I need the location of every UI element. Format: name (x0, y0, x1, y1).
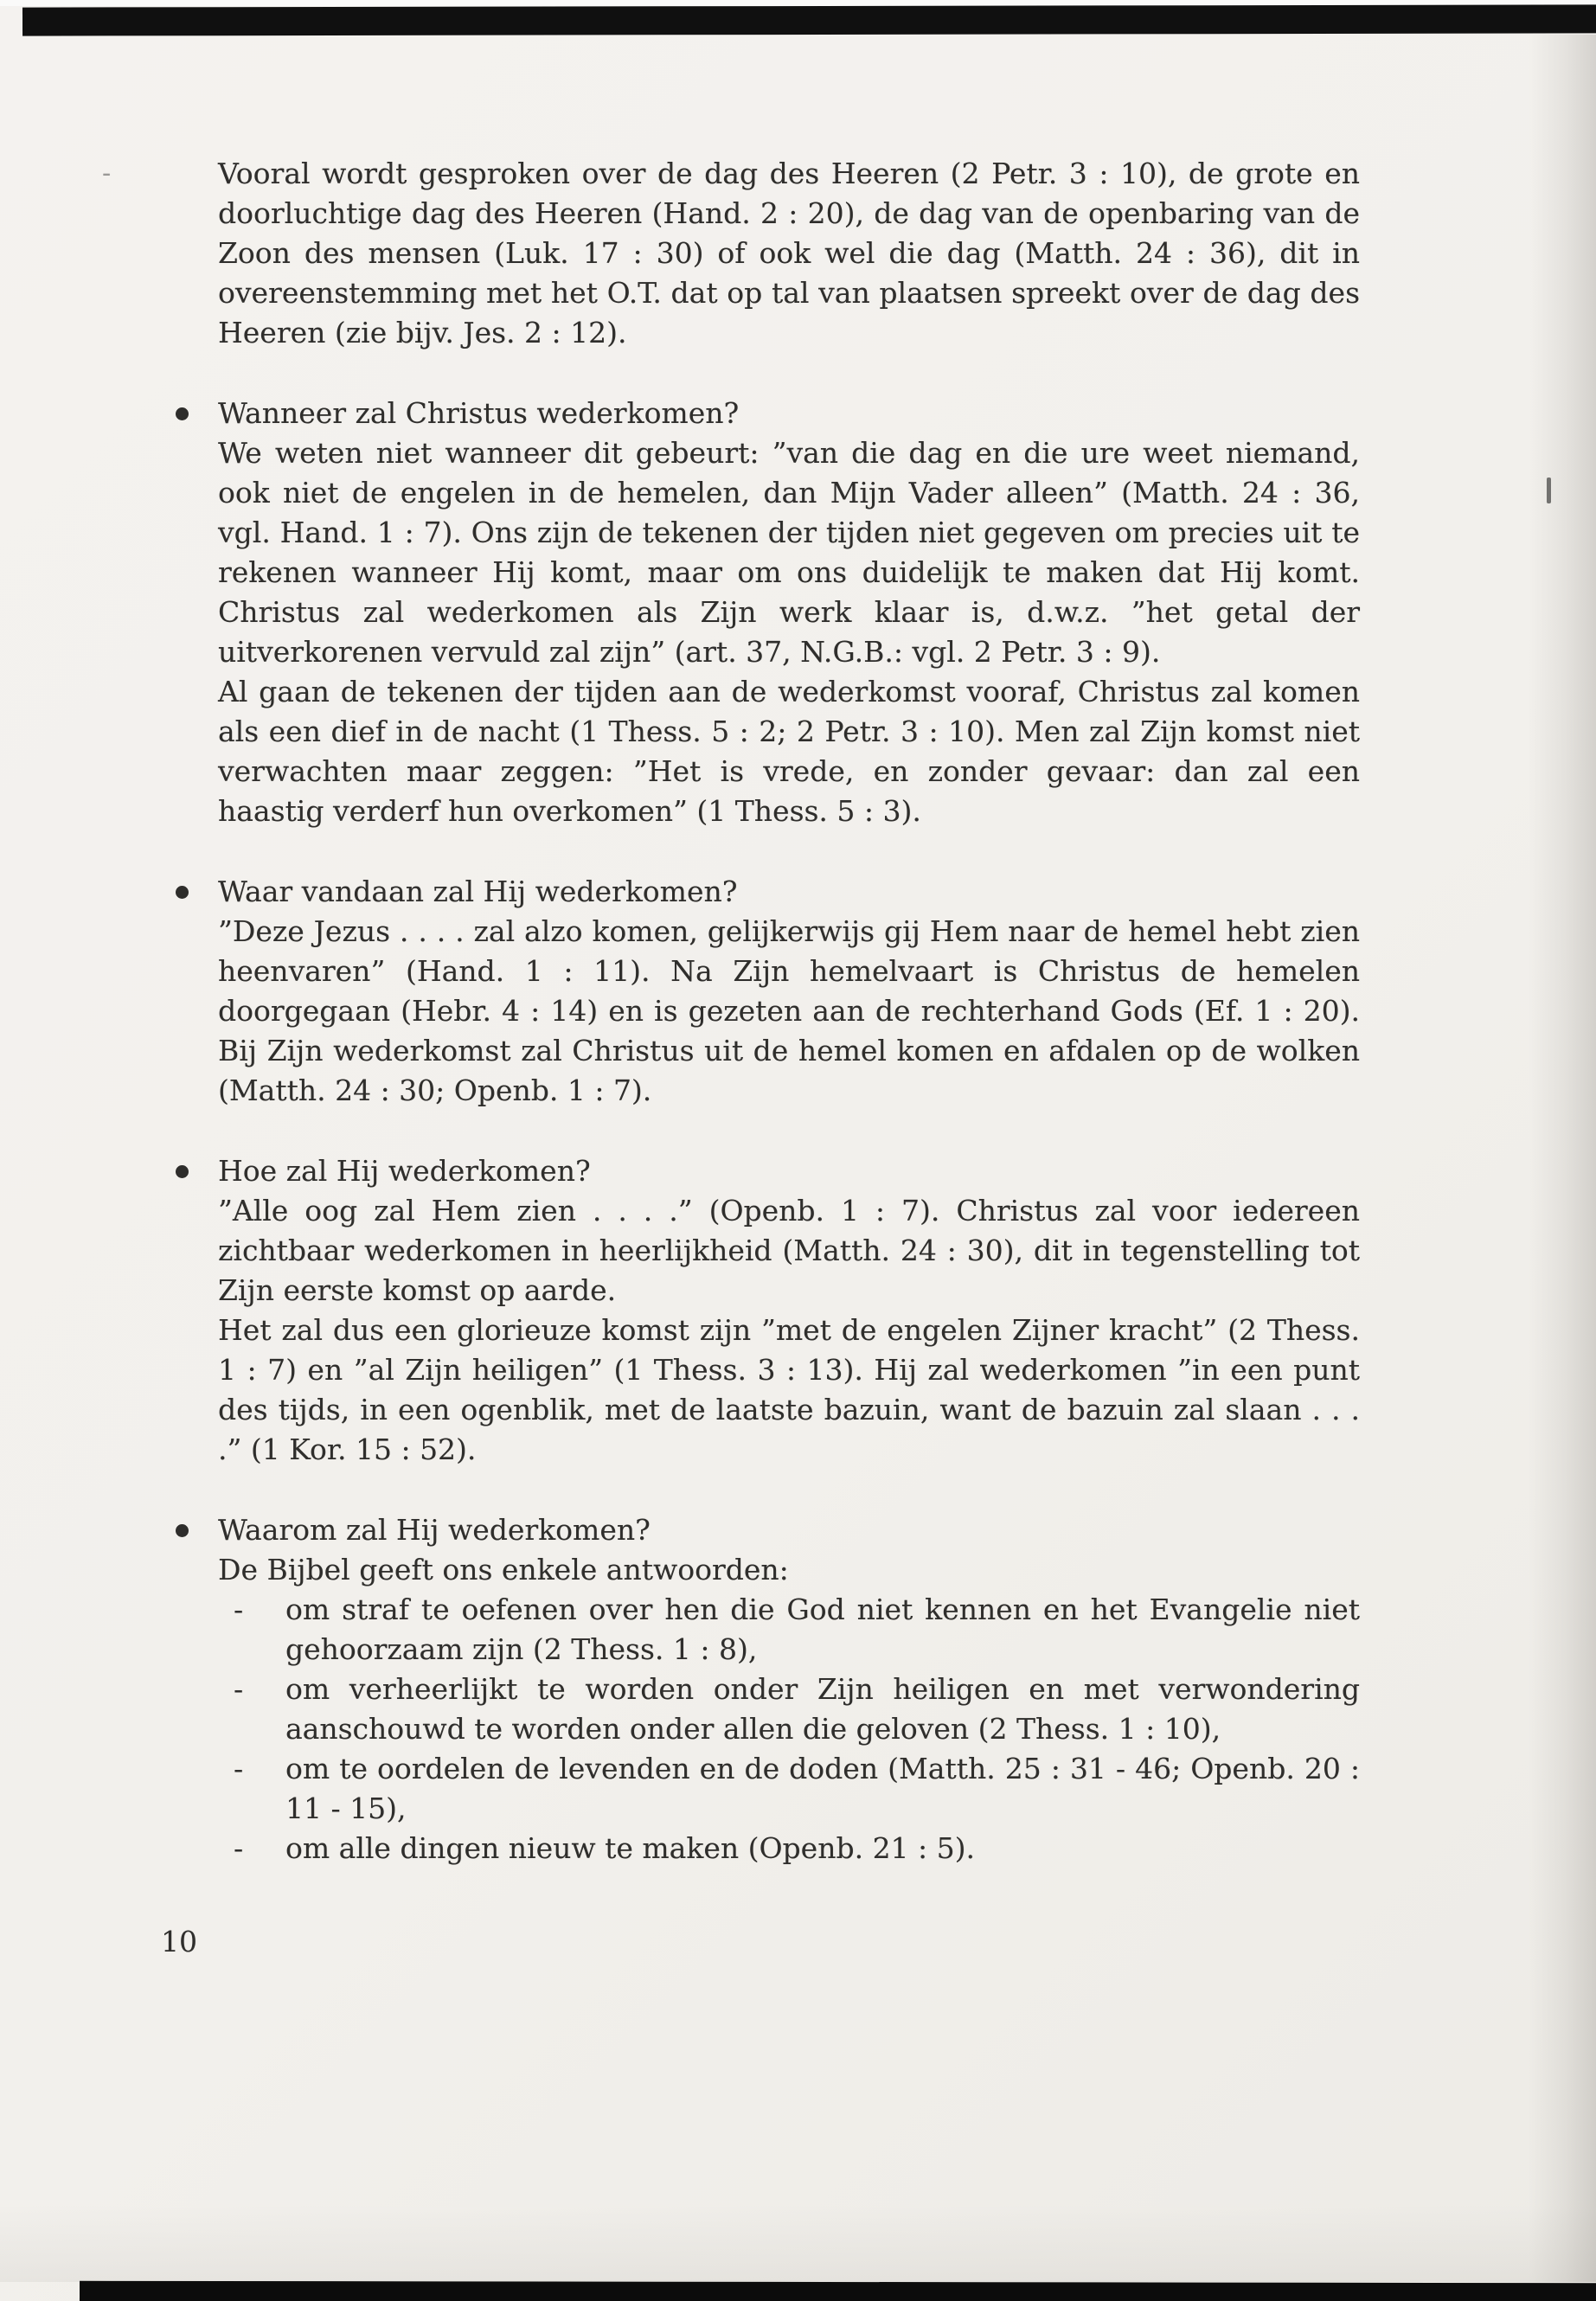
margin-dash: - (102, 158, 112, 189)
section-heading: Wanneer zal Christus wederkomen? (218, 396, 740, 430)
bullet-icon (173, 1510, 218, 1868)
scan-black-bar-top (22, 4, 1596, 35)
section-paragraph: ”Alle oog zal Hem zien . . . .” (Openb. 1 : 7). Christus zal voor iedereen zichtbaar wederkomen in heerlijkheid (Matth. 24 : 30), dit in tegenstelling tot Zijn eerste komst op aarde. (218, 1194, 1360, 1307)
page-content (102, 154, 1360, 1962)
section-paragraph: We weten niet wanneer dit gebeurt: ”van die dag en die ure weet niemand, ook niet de engelen in de hemelen, dan Mijn Vader alleen” (Matth. 24 : 36, vgl. Hand. 1 : 7). Ons zijn de tekenen der tijden niet gegeven om precies uit te rekenen wanneer Hij komt, maar om ons duidelijk te maken dat Hij komt. Christus zal wederkomen als Zijn werk klaar is, d.w.z. ”het getal der uitverkorenen vervuld zal zijn” (art. 37, N.G.B.: vgl. 2 Petr. 3 : 9). (218, 436, 1360, 669)
section-body (218, 1510, 1360, 1868)
dash-marker: - (234, 1831, 244, 1865)
intro-paragraph-row (102, 154, 1360, 353)
bullet-icon (173, 872, 218, 1111)
list-item (218, 1670, 1360, 1749)
section-wanneer-zal-christus-wederkomen (173, 394, 1360, 831)
scan-artifact (1547, 478, 1551, 503)
section-hoe-zal-hij-wederkomen (173, 1151, 1360, 1470)
page-number: 10 (161, 1925, 197, 1958)
section-paragraph: De Bijbel geeft ons enkele antwoorden: (218, 1553, 789, 1586)
section-heading: Waar vandaan zal Hij wederkomen? (218, 875, 738, 908)
scan-shadow-bottom (0, 2204, 1596, 2282)
bullet-icon (173, 394, 218, 831)
scan-shadow-right (1529, 35, 1596, 2282)
section-body (218, 872, 1360, 1111)
dash-marker: - (234, 1593, 244, 1626)
list-item-text: om alle dingen nieuw te maken (Openb. 21 : 5). (285, 1831, 976, 1865)
bullet-icon (173, 1151, 218, 1470)
section-heading: Hoe zal Hij wederkomen? (218, 1154, 591, 1188)
dash-marker: - (234, 1672, 244, 1706)
list-item (218, 1829, 1360, 1868)
list-item (218, 1749, 1360, 1829)
scan-black-bar-bottom (80, 2281, 1596, 2301)
section-heading: Waarom zal Hij wederkomen? (218, 1513, 651, 1547)
list-item-text: om verheerlijkt te worden onder Zijn heiligen en met verwondering aanschouwd te worden onder allen die geloven (2 Thess. 1 : 10), (285, 1672, 1360, 1746)
section-paragraph: Al gaan de tekenen der tijden aan de wederkomst vooraf, Christus zal komen als een dief in de nacht (1 Thess. 5 : 2; 2 Petr. 3 : 10). Men zal Zijn komst niet verwachten maar zeggen: ”Het is vrede, en zonder gevaar: dan zal een haastig verderf hun overkomen” (1 Thess. 5 : 3). (218, 675, 1360, 828)
list-item (218, 1590, 1360, 1670)
dash-marker: - (234, 1752, 244, 1785)
section-body (218, 1151, 1360, 1470)
intro-paragraph: Vooral wordt gesproken over de dag des Heeren (2 Petr. 3 : 10), de grote en doorluchtige dag des Heeren (Hand. 2 : 20), de dag van de openbaring van de Zoon des mensen (Luk. 17 : 30) of ook wel die dag (Matth. 24 : 36), dit in overeenstemming met het O.T. dat op tal van plaatsen spreekt over de dag des Heeren (zie bijv. Jes. 2 : 12). (218, 157, 1360, 349)
section-paragraph: Het zal dus een glorieuze komst zijn ”met de engelen Zijner kracht” (2 Thess. 1 : 7) en ”al Zijn heiligen” (1 Thess. 3 : 13). Hij zal wederkomen ”in een punt des tijds, in een ogenblik, met de laatste bazuin, want de bazuin zal slaan . . . .” (1 Kor. 15 : 52). (218, 1313, 1360, 1466)
section-waarom-zal-hij-wederkomen (173, 1510, 1360, 1868)
list-item-text: om te oordelen de levenden en de doden (Matth. 25 : 31 - 46; Openb. 20 : 11 - 15), (285, 1752, 1360, 1825)
section-body (218, 394, 1360, 831)
list-item-text: om straf te oefenen over hen die God niet kennen en het Evangelie niet gehoorzaam zijn (2 Thess. 1 : 8), (285, 1593, 1360, 1666)
section-waar-vandaan-zal-hij-wederkomen (173, 872, 1360, 1111)
section-paragraph: ”Deze Jezus . . . . zal alzo komen, gelijkerwijs gij Hem naar de hemel hebt zien heenvaren” (Hand. 1 : 11). Na Zijn hemelvaart is Christus de hemelen doorgegaan (Hebr. 4 : 14) en is gezeten aan de rechterhand Gods (Ef. 1 : 20). Bij Zijn wederkomst zal Christus uit de hemel komen en afdalen op de wolken (Matth. 24 : 30; Openb. 1 : 7). (218, 914, 1360, 1107)
